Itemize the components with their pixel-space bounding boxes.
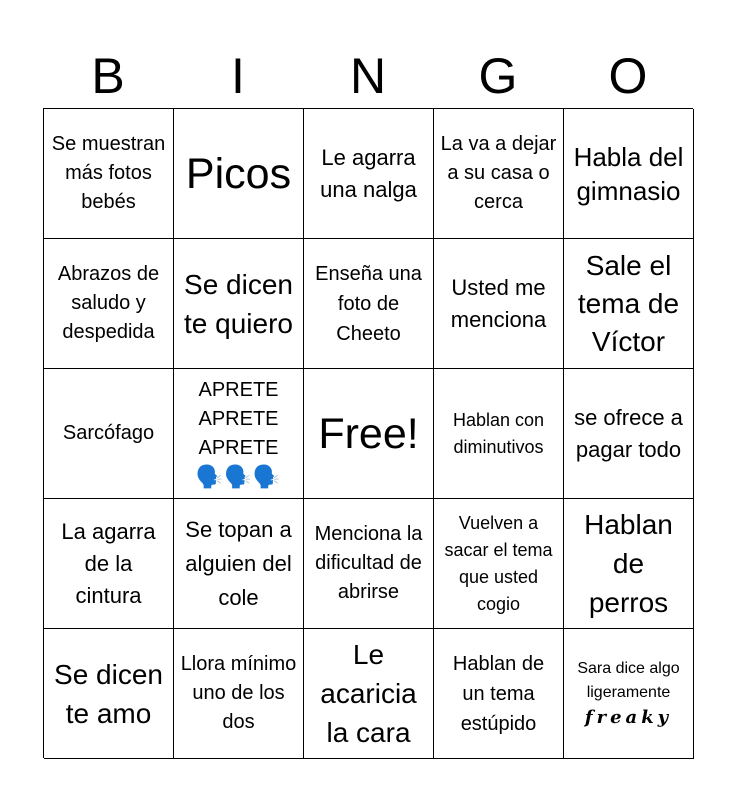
bingo-cell[interactable] xyxy=(174,369,304,499)
cell-text: Usted me menciona xyxy=(450,274,547,332)
cell-text: Picos xyxy=(185,149,292,198)
cell-text: Enseña una foto de Cheeto xyxy=(315,262,422,345)
cell-text: Hablan de un tema estúpido xyxy=(452,652,545,735)
bingo-cell[interactable] xyxy=(564,369,694,499)
bingo-cell[interactable] xyxy=(44,629,174,759)
bingo-header xyxy=(43,44,693,108)
header-letter-i: I xyxy=(231,48,245,104)
cell-text: Le agarra una nalga xyxy=(320,144,417,202)
header-letter-g: G xyxy=(478,48,518,104)
bingo-cell[interactable] xyxy=(44,499,174,629)
cell-text: Abrazos de saludo y despedida xyxy=(57,263,160,343)
bingo-cell[interactable] xyxy=(304,499,434,629)
bingo-cell[interactable] xyxy=(434,369,564,499)
bingo-cell[interactable] xyxy=(174,499,304,629)
cell-text: Menciona la dificultad de abrirse xyxy=(314,523,423,603)
cell-text: Habla del gimnasio xyxy=(573,141,684,206)
sara-cell-content xyxy=(570,657,687,731)
bingo-cell[interactable] xyxy=(174,239,304,369)
cell-text: Sara dice algo ligeramente xyxy=(577,659,680,701)
cell-text: Sarcófago xyxy=(62,422,155,444)
bingo-cell[interactable] xyxy=(564,499,694,629)
bingo-cell[interactable] xyxy=(44,239,174,369)
cell-text: Se muestran más fotos bebés xyxy=(51,133,166,213)
cell-text: Se topan a alguien del cole xyxy=(185,516,292,610)
cell-text: Hablan de perros xyxy=(584,509,673,618)
cell-text: La va a dejar a su casa o cerca xyxy=(440,133,557,213)
cell-text: Sale el tema de Víctor xyxy=(577,249,680,357)
bingo-board xyxy=(43,108,693,758)
stylized-word: freaky xyxy=(584,706,673,728)
bingo-cell[interactable] xyxy=(304,109,434,239)
bingo-cell[interactable] xyxy=(174,629,304,759)
header-letter-n: N xyxy=(349,48,387,104)
cell-text: Free! xyxy=(318,409,419,458)
cell-text: Llora mínimo uno de los dos xyxy=(180,653,297,733)
header-letter-o: O xyxy=(608,48,648,104)
bingo-cell[interactable] xyxy=(434,499,564,629)
cell-text: Le acaricia la cara xyxy=(320,639,417,748)
free-space-cell[interactable] xyxy=(304,369,434,499)
header-letter-b: B xyxy=(91,48,125,104)
cell-text: Vuelven a sacar el tema que usted cogio xyxy=(444,512,553,614)
bingo-cell[interactable] xyxy=(434,109,564,239)
cell-text: se ofrece a pagar todo xyxy=(574,404,683,462)
bingo-cell[interactable] xyxy=(434,629,564,759)
cell-text: La agarra de la cintura xyxy=(61,518,156,608)
bingo-cell[interactable] xyxy=(174,109,304,239)
aprete-cell-content xyxy=(180,376,297,491)
bingo-cell[interactable] xyxy=(44,369,174,499)
cell-text: APRETE APRETE APRETE xyxy=(198,379,279,459)
bingo-cell[interactable] xyxy=(304,629,434,759)
speaking-head-icon: 🗣️🗣️🗣️ xyxy=(195,464,282,489)
cell-text: Hablan con diminutivos xyxy=(452,409,545,457)
bingo-cell[interactable] xyxy=(434,239,564,369)
bingo-cell[interactable] xyxy=(44,109,174,239)
bingo-cell[interactable] xyxy=(564,109,694,239)
bingo-cell[interactable] xyxy=(304,239,434,369)
cell-text: Se dicen te quiero xyxy=(184,268,293,339)
bingo-cell[interactable] xyxy=(564,239,694,369)
bingo-cell[interactable] xyxy=(564,629,694,759)
cell-text: Se dicen te amo xyxy=(54,658,163,729)
